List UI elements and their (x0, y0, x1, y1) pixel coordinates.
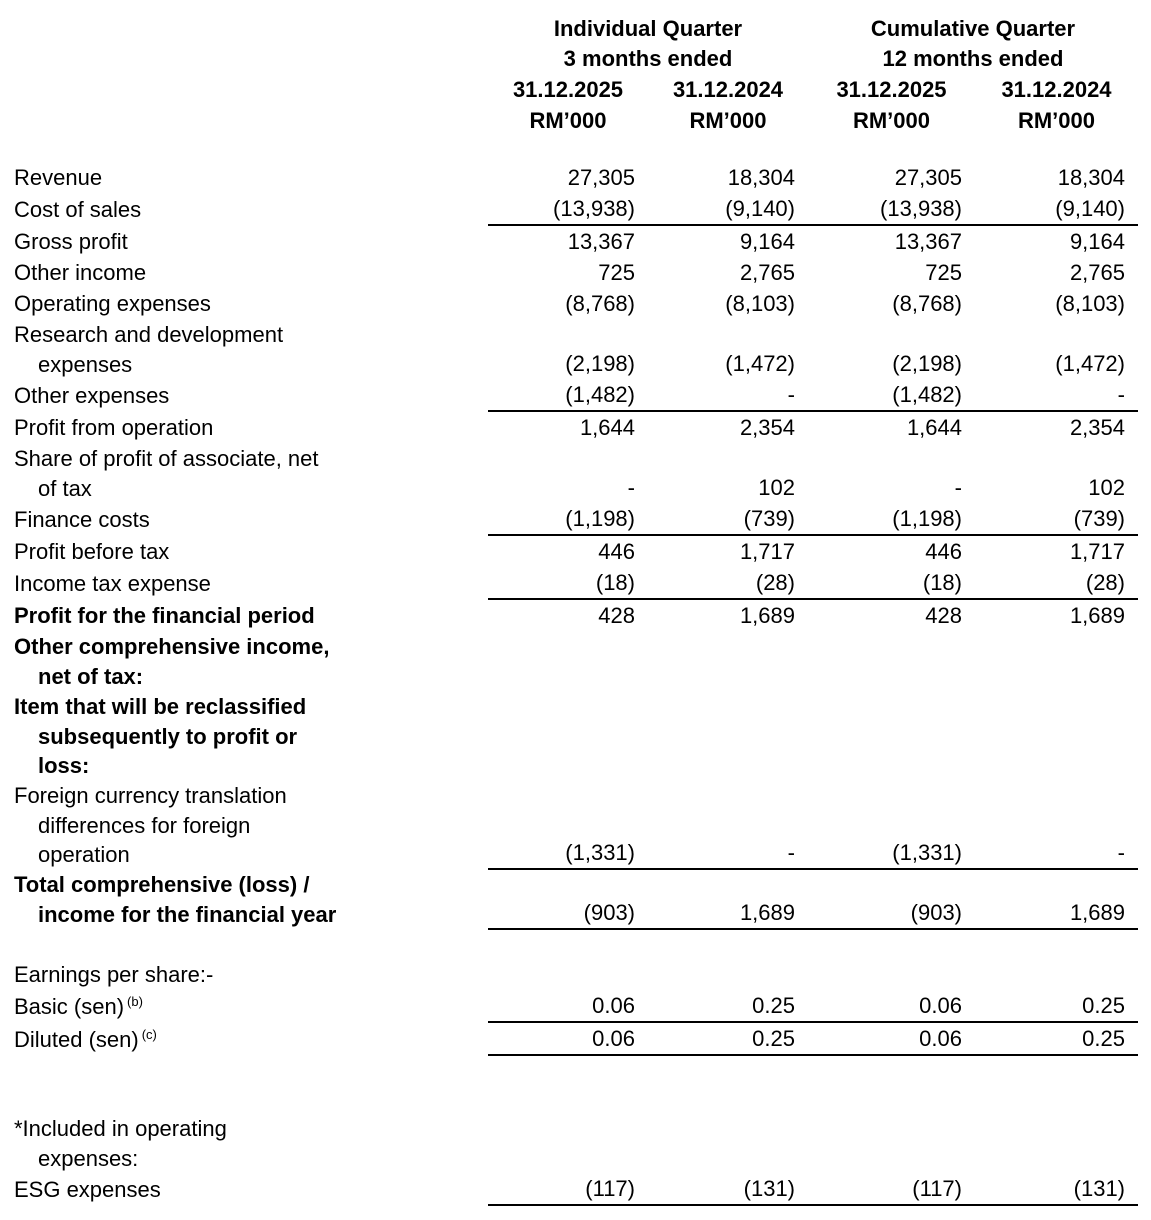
spacer-cell (0, 1055, 1138, 1113)
row-label-line: Cost of sales (14, 197, 142, 222)
cell-value: (903) (808, 869, 975, 929)
column-date-header: 31.12.2024 (672, 77, 784, 102)
cell-value (488, 631, 648, 691)
cell-value: (117) (488, 1173, 648, 1205)
row-label-line: Profit from operation (14, 415, 214, 440)
corner-cell (0, 42, 488, 72)
cell-value (648, 959, 808, 990)
cell-value: (8,103) (725, 291, 795, 316)
row-label (0, 535, 488, 567)
cell-value: - (627, 475, 635, 500)
cell-value: 428 (925, 603, 962, 628)
cell-value (488, 1113, 648, 1173)
table-row (0, 411, 1138, 443)
cell-value: 1,689 (975, 869, 1138, 929)
row-label (0, 225, 488, 257)
cell-value: 1,717 (739, 539, 795, 564)
row-label-line: Research and development (14, 322, 284, 347)
cell-value: 27,305 (567, 165, 635, 190)
income-statement-table (0, 12, 1138, 1206)
cell-value (975, 691, 1138, 780)
cell-value: 27,305 (894, 165, 962, 190)
cell-value: 0.25 (975, 1022, 1138, 1055)
column-unit-header: RM’000 (1017, 108, 1096, 133)
group-subtitle-3-months: 3 months ended (563, 46, 733, 71)
row-label (0, 567, 488, 599)
row-label (0, 631, 488, 691)
row-label-line: operation (38, 842, 130, 867)
row-label (0, 1173, 488, 1205)
cell-value: (1,198) (488, 503, 648, 535)
row-label (0, 691, 488, 780)
cell-value (808, 691, 975, 780)
row-label (0, 1022, 488, 1055)
cell-value: (1,482) (808, 379, 975, 411)
row-label (0, 257, 488, 288)
row-label (0, 411, 488, 443)
row-label-line: Profit for the financial period (14, 603, 315, 628)
cell-value: 0.25 (975, 990, 1138, 1022)
row-label-line: Share of profit of associate, net (14, 446, 319, 471)
cell-value: 0.25 (648, 1022, 808, 1055)
cell-value: 0.06 (808, 1022, 975, 1055)
cell-value (648, 631, 808, 691)
cell-value: 446 (598, 539, 635, 564)
row-label-line: Profit before tax (14, 539, 170, 564)
cell-value (488, 691, 648, 780)
cell-value: 2,765 (1069, 260, 1125, 285)
cell-value: (1,331) (808, 780, 975, 869)
cell-value: (28) (975, 567, 1138, 599)
cell-value: 446 (925, 539, 962, 564)
group-header-individual-quarter: Individual Quarter (553, 16, 743, 41)
cell-value: 1,717 (1069, 539, 1125, 564)
column-unit-header: RM’000 (529, 108, 607, 133)
cell-value: 2,765 (739, 260, 795, 285)
group-title-row (0, 12, 1138, 42)
cell-value: (131) (648, 1173, 808, 1205)
cell-value: (1,198) (808, 503, 975, 535)
row-label-line: Other income (14, 260, 147, 285)
row-label (0, 379, 488, 411)
table-row (0, 319, 1138, 379)
cell-value: 1,644 (906, 415, 962, 440)
cell-value: 725 (925, 260, 962, 285)
column-date-header: 31.12.2025 (512, 77, 624, 102)
cell-value (975, 959, 1138, 990)
row-label-line: Income tax expense (14, 571, 211, 596)
cell-value: 13,367 (567, 229, 635, 254)
column-unit-header: RM’000 (852, 108, 931, 133)
corner-cell (0, 72, 488, 103)
cell-value: (28) (648, 567, 808, 599)
row-label (0, 1113, 488, 1173)
footnote-ref: (c) (141, 1026, 157, 1042)
cell-value: 9,164 (1069, 229, 1125, 254)
cell-value: - (648, 379, 808, 411)
cell-value: 1,689 (648, 869, 808, 929)
row-label-line: Finance costs (14, 507, 150, 532)
row-label-line: loss: (38, 753, 90, 778)
cell-value: (117) (808, 1173, 975, 1205)
row-label-line: Other expenses (14, 383, 170, 408)
cell-value (648, 1113, 808, 1173)
table-row (0, 780, 1138, 869)
cell-value: 1,644 (579, 415, 635, 440)
cell-value: 0.06 (808, 990, 975, 1022)
cell-value: (739) (648, 503, 808, 535)
corner-cell (0, 12, 488, 42)
cell-value (808, 959, 975, 990)
cell-value: 0.06 (488, 990, 648, 1022)
row-label-line: subsequently to profit or (38, 724, 298, 749)
corner-cell (0, 103, 488, 134)
cell-value: (1,482) (488, 379, 648, 411)
cell-value: (2,198) (565, 351, 635, 376)
table-row (0, 162, 1138, 193)
row-label (0, 599, 488, 631)
row-label-line: Foreign currency translation (14, 783, 287, 808)
cell-value: - (975, 780, 1138, 869)
cell-value (975, 631, 1138, 691)
cell-value: (8,103) (1055, 291, 1125, 316)
cell-value: 9,164 (739, 229, 795, 254)
table-row (0, 631, 1138, 691)
header-gap-row (0, 134, 1138, 162)
cell-value: (18) (488, 567, 648, 599)
table-row (0, 691, 1138, 780)
cell-value: (1,331) (488, 780, 648, 869)
row-label-line: Operating expenses (14, 291, 211, 316)
cell-value (808, 1113, 975, 1173)
row-label-line: ESG expenses (14, 1177, 161, 1202)
table-row (0, 225, 1138, 257)
cell-value: (739) (975, 503, 1138, 535)
row-label (0, 162, 488, 193)
row-label (0, 443, 488, 503)
table-row (0, 599, 1138, 631)
cell-value: - (954, 475, 962, 500)
table-row (0, 567, 1138, 599)
spacer-row (0, 1055, 1138, 1113)
cell-value: - (975, 379, 1138, 411)
cell-value: - (648, 780, 808, 869)
row-label-line: Diluted (sen) $^{(c)}$ (14, 1026, 157, 1052)
statement-header (0, 12, 1138, 162)
cell-value: (903) (488, 869, 648, 929)
row-label (0, 959, 488, 990)
cell-value: (18) (808, 567, 975, 599)
cell-value: 102 (1088, 475, 1125, 500)
cell-value: (131) (975, 1173, 1138, 1205)
cell-value: 2,354 (1069, 415, 1125, 440)
cell-value: (1,472) (725, 351, 795, 376)
row-label-line: Other comprehensive income, (14, 634, 330, 659)
cell-value: 13,367 (894, 229, 962, 254)
column-date-row (0, 72, 1138, 103)
cell-value: (8,768) (892, 291, 962, 316)
row-label (0, 193, 488, 225)
table-row (0, 379, 1138, 411)
row-label (0, 319, 488, 379)
row-label-line: *Included in operating (14, 1116, 227, 1141)
group-subtitle-12-months: 12 months ended (882, 46, 1064, 71)
cell-value: 1,689 (739, 603, 795, 628)
group-subtitle-row (0, 42, 1138, 72)
row-label (0, 869, 488, 929)
row-label-line: expenses: (38, 1146, 139, 1171)
row-label-line: Earnings per share:- (14, 962, 214, 987)
cell-value: 18,304 (727, 165, 795, 190)
spacer-row (0, 929, 1138, 959)
column-unit-header: RM’000 (689, 108, 767, 133)
table-row (0, 257, 1138, 288)
row-label-line: Item that will be reclassified (14, 694, 307, 719)
row-label-line: Basic (sen) $^{(b)}$ (14, 993, 143, 1019)
table-row (0, 1022, 1138, 1055)
cell-value: (1,472) (1055, 351, 1125, 376)
cell-value: (9,140) (975, 193, 1138, 225)
table-row (0, 1113, 1138, 1173)
table-row (0, 193, 1138, 225)
cell-value: 0.25 (648, 990, 808, 1022)
cell-value (488, 959, 648, 990)
row-label-line: income for the financial year (38, 902, 337, 927)
table-row (0, 535, 1138, 567)
cell-value (975, 1113, 1138, 1173)
cell-value: (13,938) (488, 193, 648, 225)
footnote-ref: (b) (127, 993, 143, 1009)
table-row (0, 869, 1138, 929)
table-row (0, 1173, 1138, 1205)
column-date-header: 31.12.2024 (1001, 77, 1112, 102)
cell-value: (2,198) (892, 351, 962, 376)
column-unit-row (0, 103, 1138, 134)
table-row (0, 288, 1138, 319)
cell-value: 725 (598, 260, 635, 285)
table-row (0, 990, 1138, 1022)
row-label-line: Total comprehensive (loss) / (14, 872, 310, 897)
cell-value (808, 631, 975, 691)
cell-value: 2,354 (739, 415, 795, 440)
row-label (0, 288, 488, 319)
cell-value: 102 (758, 475, 795, 500)
group-header-cumulative-quarter: Cumulative Quarter (870, 16, 1076, 41)
cell-value: 428 (598, 603, 635, 628)
table-row (0, 503, 1138, 535)
column-date-header: 31.12.2025 (836, 77, 947, 102)
cell-value: 18,304 (1057, 165, 1125, 190)
row-label-line: net of tax: (38, 664, 144, 689)
cell-value: (9,140) (648, 193, 808, 225)
cell-value: (13,938) (808, 193, 975, 225)
row-label-line: of tax (38, 476, 92, 501)
row-label-line: Gross profit (14, 229, 128, 254)
cell-value: 1,689 (1069, 603, 1125, 628)
row-label-line: Revenue (14, 165, 103, 190)
financial-statement-page (0, 12, 1151, 1220)
spacer-cell (0, 134, 1138, 162)
row-label-line: expenses (38, 352, 133, 377)
cell-value: (8,768) (565, 291, 635, 316)
table-row (0, 959, 1138, 990)
row-label (0, 503, 488, 535)
cell-value: 0.06 (488, 1022, 648, 1055)
statement-body (0, 162, 1138, 1205)
row-label (0, 780, 488, 869)
cell-value (648, 691, 808, 780)
table-row (0, 443, 1138, 503)
row-label-line: differences for foreign (38, 813, 251, 838)
row-label (0, 990, 488, 1022)
spacer-cell (0, 929, 1138, 959)
